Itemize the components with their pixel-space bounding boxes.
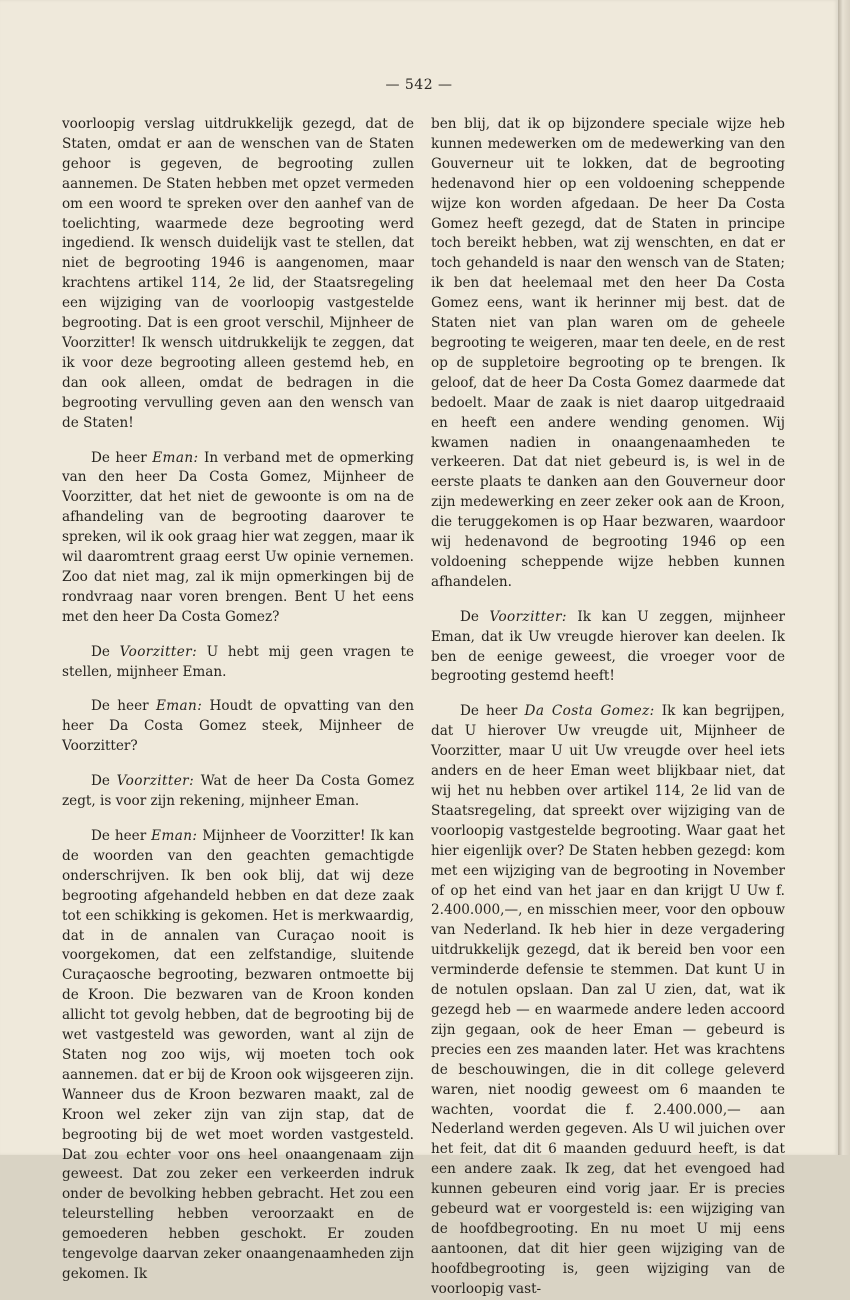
paragraph — [62, 772, 414, 812]
page-number: — 542 — — [385, 77, 453, 93]
paragraph-text: Wat de heer Da Costa Gomez zegt, is voor zijn rekening, mijnheer Eman. — [62, 773, 414, 810]
paragraph-text: Ik kan begrijpen, dat U hierover Uw vreugde uit, Mijnheer de Voorzitter, maar U uit Uw vreugde over heel iets anders en de heer Eman weet blijkbaar niet, dat wij het nu hebben over artikel 114, 2e lid van de Staatsregeling, dat spreekt over wijziging van de voorloopig vastgestelde begrooting. Waar gaat het hier eigenlijk over? De Staten hebben gezegd: kom met een wijziging van de begrooting in November of op het eind van het jaar en dan krijgt U Uw f. 2.400.000,—, en misschien meer, voor den opbouw van Nederland. Ik heb hier in deze vergadering uitdrukkelijk gezegd, dat ik bereid ben voor een verminderde defensie te stemmen. Dat kunt U in de notulen opslaan. Dan zal U zien, dat, wat ik gezegd heb — en waarmede andere leden accoord zijn gegaan, ook de heer Eman — gebeurd is precies een zes maanden later. Het was krachtens de beschouwingen, die in dit college geleverd waren, niet noodig geweest om 6 maanden te wachten, voordat die f. 2.400.000,— aan Nederland werden gegeven. Als U wil juichen over het feit, dat dit 6 maanden geduurd heeft, is dat een andere zaak. Ik zeg, dat het evengoed had kunnen gebeuren eind vorig jaar. Er is precies gebeurd wat er voorgesteld is: een wijziging van de hoofdbegrooting. En nu moet U mij eens aantoonen, dat dit hier geen wijziging van de hoofdbegrooting is, geen wijziging van de voorloopig vast- — [431, 703, 786, 1297]
paragraph — [431, 115, 785, 593]
speaker-prefix: De heer — [91, 828, 152, 844]
speaker-prefix: De — [460, 608, 490, 625]
speaker-name: Da Costa Gomez: — [524, 703, 655, 720]
paragraph — [431, 702, 785, 1299]
page-edge — [838, 0, 850, 1155]
paragraph — [62, 449, 414, 628]
paragraph-text: voorloopig verslag uitdrukkelijk gezegd, dat de Staten, omdat er aan de wenschen van de Staten gehoor is gegeven, de begrooting zullen aannemen. De Staten hebben met opzet vermeden om een woord te spreken over den aanhef van de toelichting, waarmede deze begrooting werd ingediend. Ik wensch duidelijk vast te stellen, dat niet de begrooting 1946 is aangenomen, maar krachtens artikel 114, 2e lid, der Staatsregeling een wijziging van de voorloopig vastgestelde begrooting. Dat is een groot verschil, Mijnheer de Voorzitter! Ik wensch uitdrukkelijk te zeggen, dat ik voor deze begrooting alleen gestemd heb, en dan ook alleen, omdat de bedragen in die begrooting vervulling geven aan den wensch van de Staten! — [62, 116, 414, 431]
right-column — [431, 115, 785, 1300]
paragraph — [62, 827, 414, 1285]
speaker-name: Voorzitter: — [489, 608, 567, 625]
paragraph — [62, 115, 414, 434]
paragraph-text: Houdt de opvatting van den heer Da Costa Gomez steek, Mijnheer de Voorzitter? — [62, 698, 414, 755]
speaker-prefix: De — [91, 643, 120, 660]
paragraph-text: Mijnheer de Voorzitter! Ik kan de woorden van den geachten gemachtigde onderschrijven. Ik ben ook blij, dat wij deze begrooting afgehandeld hebben en dat deze zaak tot een schikking is gekomen. Het is merkwaardig, dat in de annalen van Curaçao nooit is voorgekomen, dat een zelfstandige, sluitende Curaçaosche begrooting, bezwaren ontmoette bij de Kroon. Die bezwaren van de Kroon konden allicht tot gevolg hebben, dat de begrooting bij de wet vastgesteld was geworden, want al zijn de Staten nog zoo wijs, wij moeten toch ook aannemen. dat er bij de Kroon ook wijsgeeren zijn. Wanneer dus de Kroon bezwaren maakt, zal de Kroon wel zeker zijn van zijn stap, dat de begrooting bij de wet moet worden vastgesteld. Dat zou echter voor ons heel onaangenaam zijn geweest. Dat zou zeker een verkeerden indruk onder de bevolking hebben gebracht. Het zou een teleurstelling hebben veroorzaakt en de gemoederen hebben geschokt. Er zouden tengevolge daarvan zeker onaangenaamheden zijn gekomen. Ik — [62, 828, 414, 1282]
speaker-prefix: De — [91, 773, 117, 790]
speaker-name: Voorzitter: — [116, 773, 195, 790]
paragraph-text: U hebt mij geen vragen te stellen, mijnheer Eman. — [62, 643, 415, 680]
paragraph — [62, 643, 414, 683]
left-column — [62, 115, 414, 1285]
speaker-name: Eman: — [155, 698, 203, 715]
speaker-name: Eman: — [151, 828, 198, 844]
speaker-prefix: De heer — [91, 449, 153, 466]
speaker-prefix: De heer — [460, 703, 525, 720]
speaker-prefix: De heer — [91, 698, 156, 715]
paragraph-text: ben blij, dat ik op bijzondere speciale wijze heb kunnen medewerken om de medewerking van den Gouverneur uit te lokken, dat de begrooting hedenavond hier op een voldoening scheppende wijze kon worden afgedaan. De heer Da Costa Gomez heeft gezegd, dat de Staten in principe toch bereikt hebben, wat zij wenschten, en dat er toch gehandeld is naar den wensch van de Staten; ik ben dat heelemaal met den heer Da Costa Gomez eens, want ik herinner mij best. dat de Staten niet van plan waren om de geheele begrooting te weigeren, maar ten deele, en de rest op de suppletoire begrooting op te brengen. Ik geloof, dat de heer Da Costa Gomez daarmede dat bedoelt. Maar de zaak is niet daarop uitgedraaid en heeft een andere wending genomen. Wij kwamen nadien in onaangenaamheden te verkeeren. Dat dat niet gebeurd is, is wel in de eerste plaats te danken aan den Gouverneur door zijn medewerking en zeer zeker ook aan de Kroon, die teruggekomen is op Haar bezwaren, waardoor wij hedenavond de begrooting 1946 op een voldoening scheppende wijze hebben kunnen afhandelen. — [431, 116, 785, 590]
paragraph-text: Ik kan U zeggen, mijnheer Eman, dat ik Uw vreugde hierover kan deelen. Ik ben de eenige geweest, die vroeger voor de begrooting gestemd heeft! — [431, 608, 786, 685]
speaker-name: Voorzitter: — [119, 643, 198, 660]
speaker-name: Eman: — [152, 449, 199, 466]
paragraph — [431, 608, 785, 688]
paragraph — [62, 697, 414, 757]
paragraph-text: In verband met de opmerking van den heer Da Costa Gomez, Mijnheer de Voorzitter, dat het niet de gewoonte is om na de afhandeling van de begrooting daarover te spreken, wil ik ook graag hier wat zeggen, maar ik wil daaromtrent graag eerst Uw opinie vernemen. Zoo dat niet mag, zal ik mijn opmerkingen bij de rondvraag naar voren brengen. Bent U het eens met den heer Da Costa Gomez? — [62, 449, 414, 625]
